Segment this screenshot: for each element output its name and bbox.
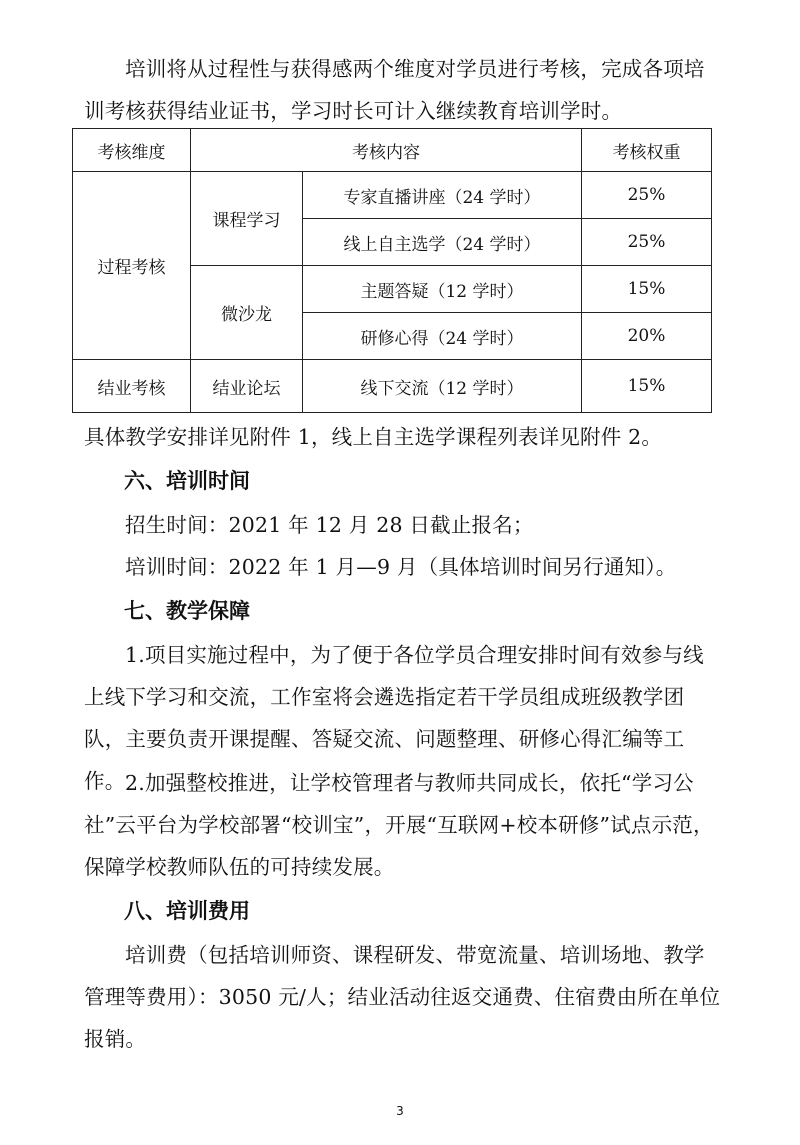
table-row [73, 172, 712, 219]
content-cell: 线上自主选学（24 学时） [303, 219, 582, 266]
header-dimension: 考核维度 [73, 129, 191, 172]
content-cell: 主题答疑（12 学时） [303, 266, 582, 313]
table-row [73, 360, 712, 413]
section-7-title: 七、教学保障 [124, 599, 250, 623]
weight-cell: 25% [582, 219, 712, 266]
dimension-process: 过程考核 [73, 172, 191, 360]
table-header-row [73, 129, 712, 172]
section-6-title: 六、培训时间 [124, 469, 250, 493]
section-7-paragraph-1: 1.项目实施过程中，为了便于各位学员合理安排时间有效参与线上线下学习和交流，工作室将会遴选指定若干学员组成班级教学团队，主要负责开课提醒、答疑交流、问题整理、研修心得汇编等工作。 [84, 643, 704, 793]
section-8-paragraph: 培训费（包括培训师资、课程研发、带宽流量、培训场地、教学管理等费用）：3050 元/人；结业活动往返交通费、住宿费由所在单位报销。 [84, 943, 721, 1051]
training-time: 培训时间：2022 年 1 月—9 月（具体培训时间另行通知）。 [125, 555, 677, 579]
category-course: 课程学习 [191, 172, 303, 266]
weight-cell: 25% [582, 172, 712, 219]
section-7-paragraph-2: 2.加强整校推进，让学校管理者与教师共同成长，依托“学习公社”云平台为学校部署“校训宝”，开展“互联网+校本研修”试点示范，保障学校教师队伍的可持续发展。 [84, 771, 714, 879]
category-forum: 结业论坛 [191, 360, 303, 413]
weight-cell: 15% [582, 360, 712, 413]
assessment-table [72, 128, 712, 413]
enrollment-time: 招生时间：2021 年 12 月 28 日截止报名； [125, 513, 534, 537]
appendix-note: 具体教学安排详见附件 1，线上自主选学课程列表详见附件 2。 [84, 425, 663, 449]
intro-paragraph: 培训将从过程性与获得感两个维度对学员进行考核，完成各项培训考核获得结业证书，学习时长可计入继续教育培训学时。 [84, 57, 705, 123]
content-cell: 研修心得（24 学时） [303, 313, 582, 360]
dimension-final: 结业考核 [73, 360, 191, 413]
header-weight: 考核权重 [582, 129, 712, 172]
page-number: 3 [396, 1104, 404, 1118]
section-8-title: 八、培训费用 [124, 899, 250, 923]
weight-cell: 15% [582, 266, 712, 313]
content-cell: 专家直播讲座（24 学时） [303, 172, 582, 219]
header-content: 考核内容 [191, 129, 582, 172]
content-cell: 线下交流（12 学时） [303, 360, 582, 413]
weight-cell: 20% [582, 313, 712, 360]
category-salon: 微沙龙 [191, 266, 303, 360]
